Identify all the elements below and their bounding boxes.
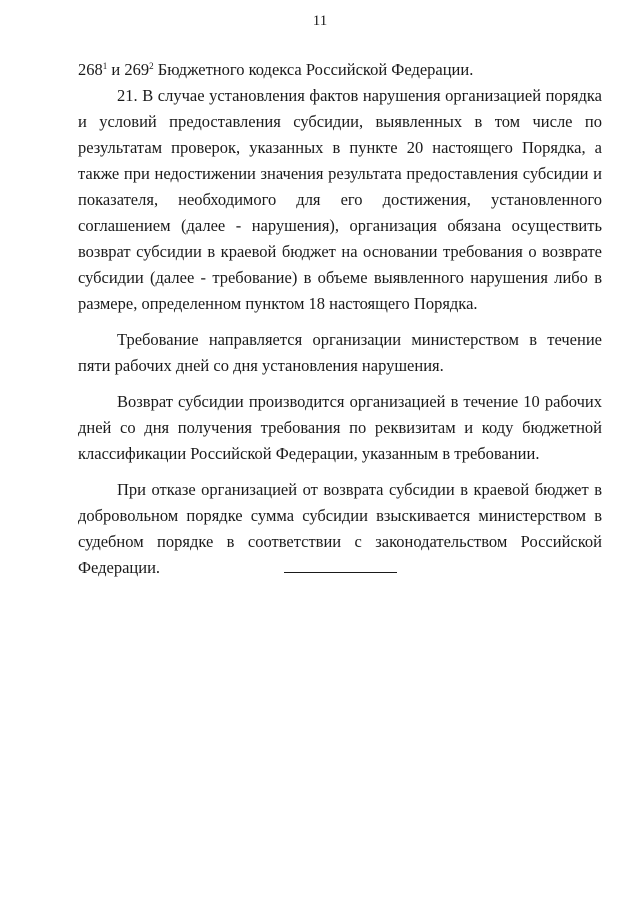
superscript-2: 2 [149,61,154,71]
end-divider-line [284,572,397,573]
budget-code-title: Бюджетного кодекса Российской Федерации. [153,60,474,79]
paragraph-budget-code-reference [78,57,602,83]
superscript-1: 1 [102,61,108,71]
page-number: 11 [312,13,328,29]
paragraph-21: 21. В случае установления фактов нарушения организацией порядка и условий предоставления субсидии, выявленных в том числе по результатам проверок, указанных в пункте 20 настоящего Порядка, а также при недостижении значения результата предоставления субсидии и показателя, необходимого для его достижения, установленного соглашением (далее - нарушения), организация обязана осуществить возврат субсидии в краевой бюджет на основании требования о возврате субсидии (далее - требование) в объеме выявленного нарушения либо в размере, определенном пунктом 18 настоящего Порядка. [78,86,602,313]
paragraph-refusal-recovery: При отказе организацией от возврата субсидии в краевой бюджет в добровольном порядке сумма субсидии взыскивается министерством в судебном порядке в соответствии с законодательством Российской Федерации. [78,480,602,577]
article-number-269: и 269 [107,60,150,79]
article-number-268: 268 [78,60,103,79]
paragraph-subsidy-return: Возврат субсидии производится организацией в течение 10 рабочих дней со дня получения требования по реквизитам и коду бюджетной классификации Российской Федерации, указанным в требовании. [78,392,602,463]
document-body [78,57,602,581]
paragraph-demand-notice: Требование направляется организации министерством в течение пяти рабочих дней со дня установления нарушения. [78,330,602,375]
